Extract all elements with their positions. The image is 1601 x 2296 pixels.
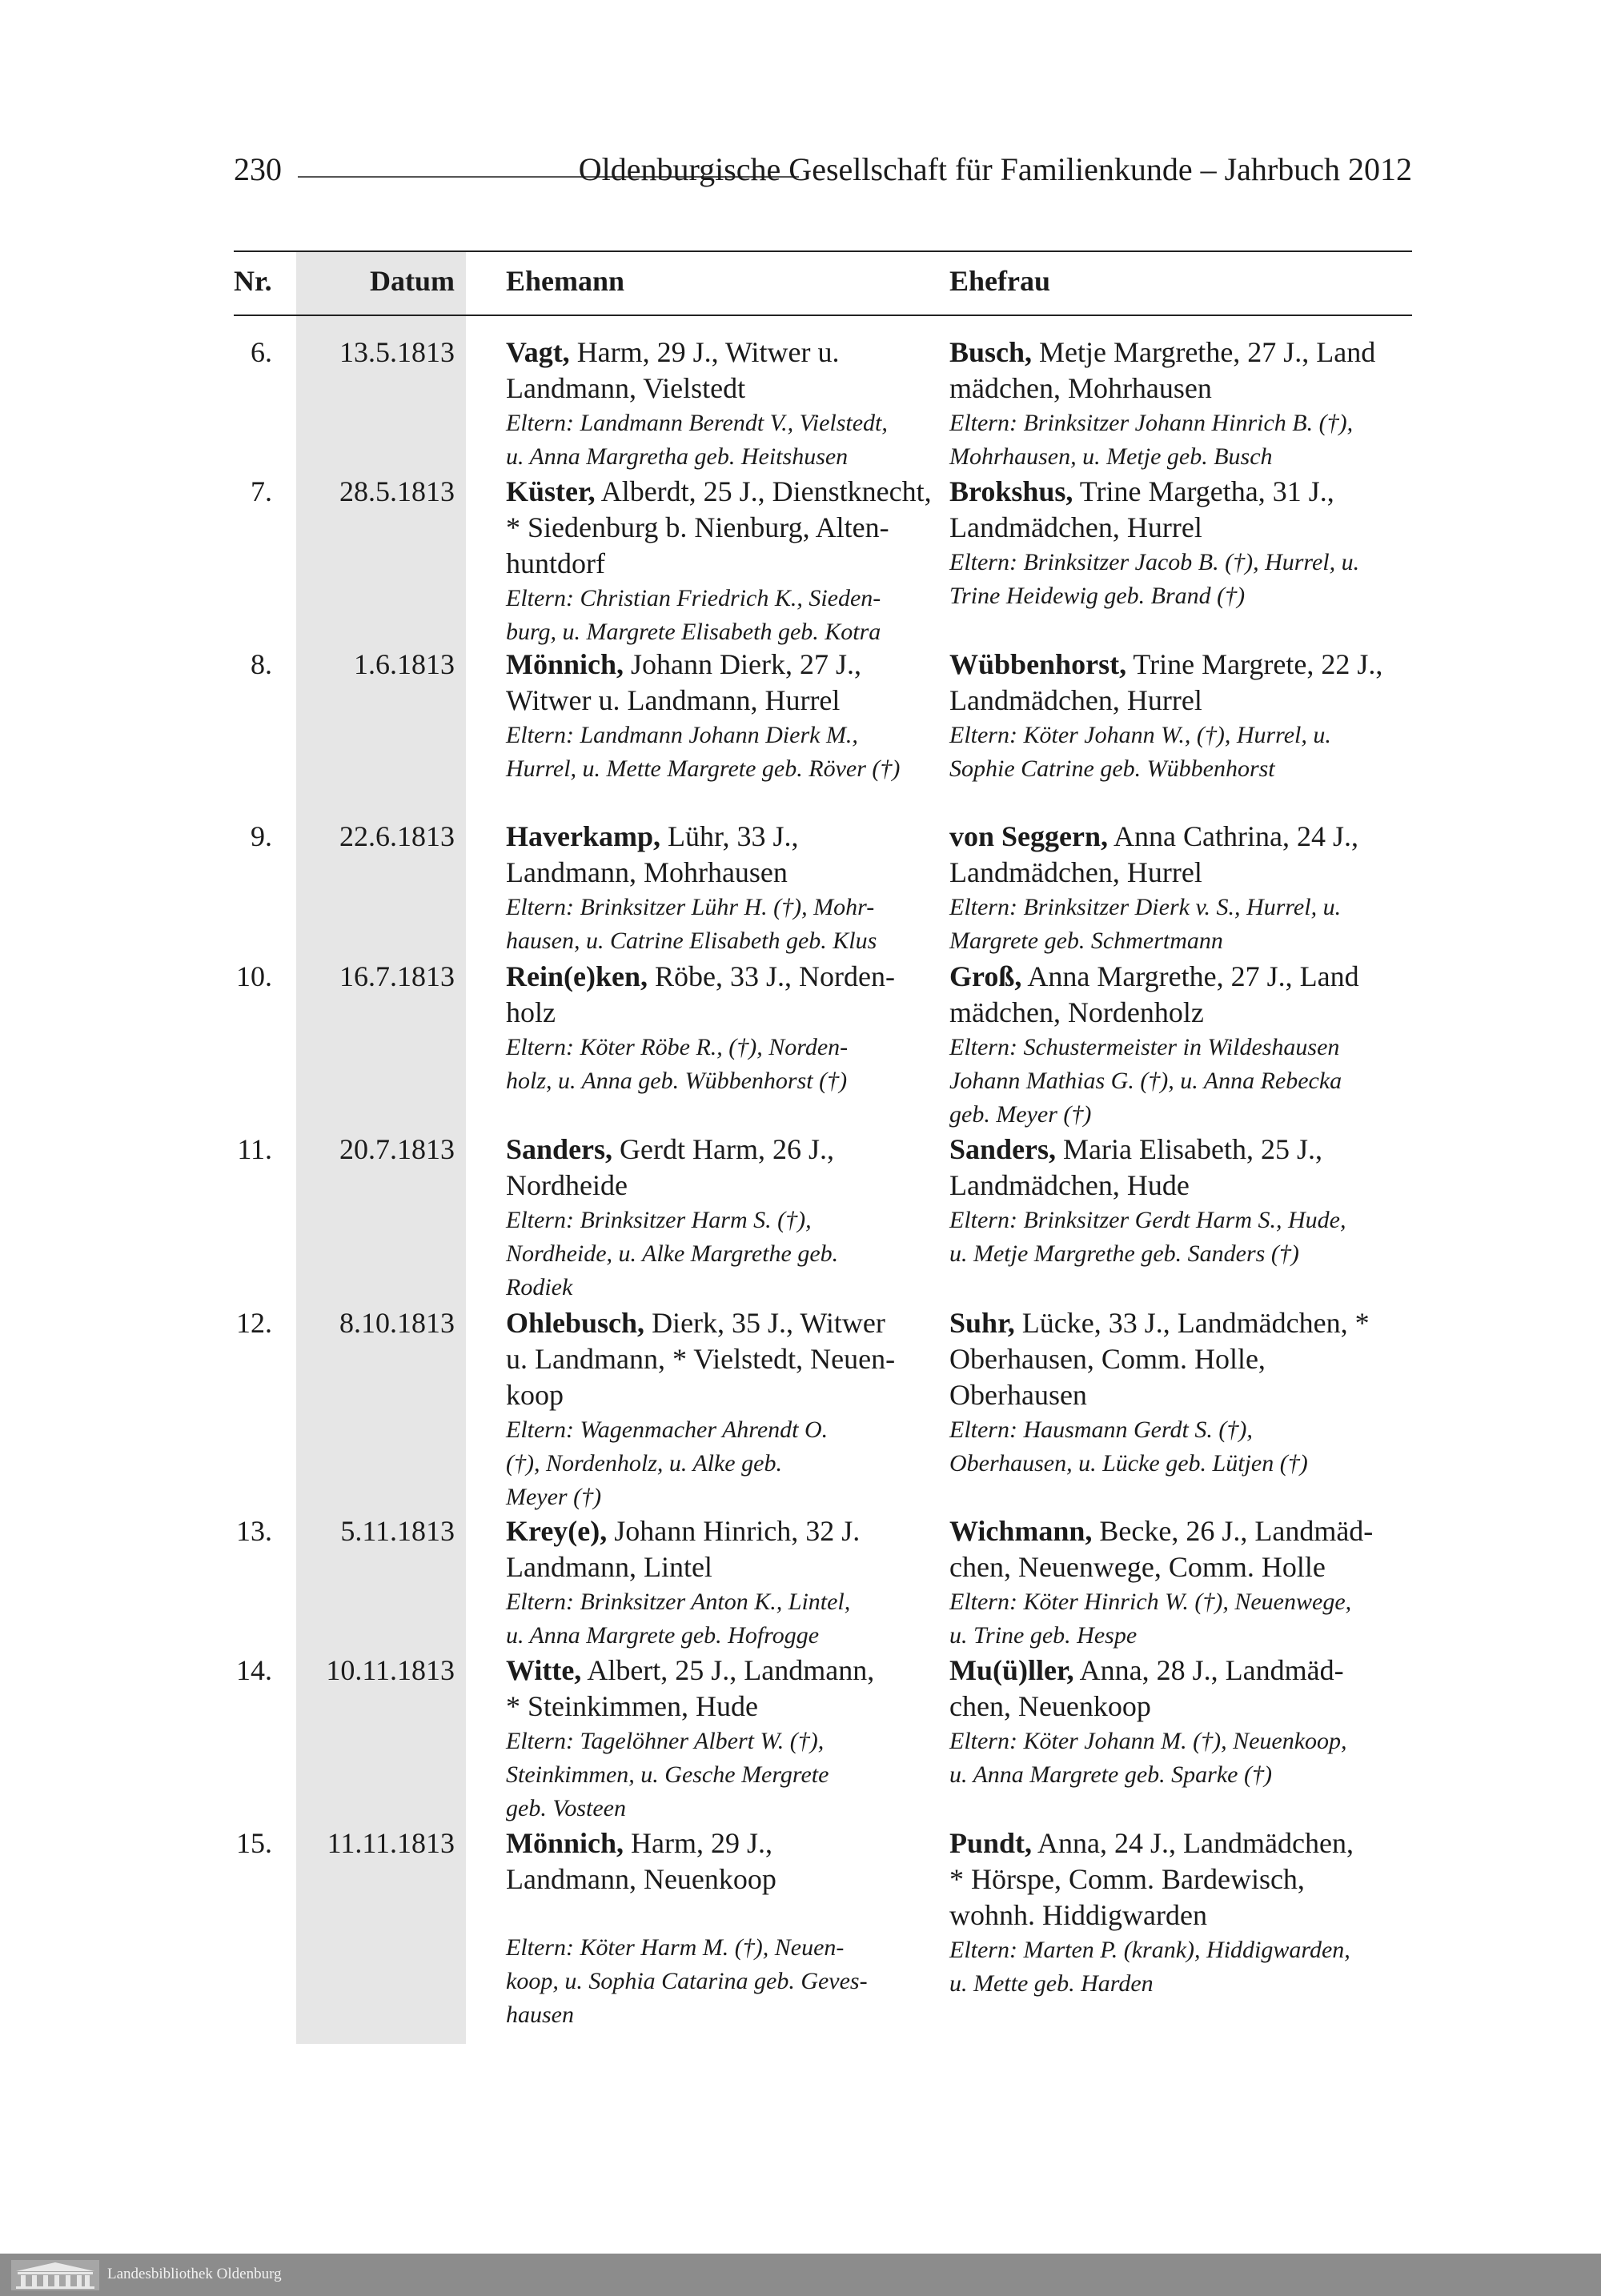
wife-parents-line: geb. Meyer (†) [949,1101,1092,1128]
husband-line [506,474,938,510]
page-number: 230 [234,151,282,187]
wife-parents-line: Eltern: Köter Johann M. (†), Neuenkoop, [949,1728,1347,1754]
husband-parents-line: koop, u. Sophia Catarina geb. Geves- [506,1968,868,1994]
wife-cell [949,1653,1415,1792]
husband-details: Landmann, Lintel [506,1551,712,1583]
wife-parents-line: Eltern: Köter Johann W., (†), Hurrel, u. [949,722,1331,748]
wife-line [949,1305,1415,1341]
wife-details: Oberhausen, Comm. Holle, [949,1343,1266,1375]
wife-parents-line: Eltern: Brinksitzer Gerdt Harm S., Hude, [949,1207,1346,1233]
husband-cell [506,1825,938,2032]
wife-details: Lücke, 33 J., Landmädchen, * [1014,1307,1370,1339]
husband-parents-line: Eltern: Wagenmacher Ahrendt O. [506,1416,829,1443]
husband-line [506,1653,938,1689]
husband-line [506,1689,938,1725]
husband-line [506,855,938,891]
wife-line [949,1825,1415,1861]
husband-line [506,683,938,719]
footer-bar [0,2254,1601,2296]
husband-details: Landmann, Mohrhausen [506,856,788,888]
wife-line [949,1897,1415,1933]
husband-line [506,371,938,407]
husband-cell [506,1305,938,1514]
entry-date: 5.11.1813 [340,1515,455,1547]
husband-surname: Mönnich, [506,1827,624,1859]
table-top-rule [234,250,1412,252]
husband-cell [506,335,938,474]
wife-line [949,819,1415,855]
wife-parents-line: Eltern: Brinksitzer Dierk v. S., Hurrel, u. [949,894,1342,920]
husband-line [506,1168,938,1204]
husband-parents-line: Hurrel, u. Mette Margrete geb. Röver (†) [506,755,901,782]
entry-date: 8.10.1813 [339,1307,455,1339]
husband-parents-line: Eltern: Brinksitzer Anton K., Lintel, [506,1589,851,1615]
husband-line [506,1341,938,1377]
husband-details: Johann Dierk, 27 J., [624,648,861,680]
husband-surname: Sanders, [506,1133,613,1165]
wife-line [949,371,1415,407]
husband-parents-line: holz, u. Anna geb. Wübbenhorst (†) [506,1068,848,1094]
entry-date: 1.6.1813 [354,648,455,680]
entry-number: 11. [237,1133,272,1165]
husband-line [506,546,938,582]
wife-line [949,474,1415,510]
wife-cell [949,959,1415,1132]
husband-parents-line: u. Anna Margrete geb. Hofrogge [506,1622,820,1649]
wife-details: Maria Elisabeth, 25 J., [1056,1133,1322,1165]
husband-cell [506,647,938,786]
wife-cell [949,1825,1415,2001]
wife-cell [949,1305,1415,1481]
husband-cell [506,1132,938,1304]
wife-parents-line: u. Mette geb. Harden [949,1970,1154,1997]
husband-details: Harm, 29 J., [624,1827,773,1859]
husband-parents-line: burg, u. Margrete Elisabeth geb. Kotra [506,619,881,645]
husband-surname: Haverkamp, [506,820,660,852]
wife-surname: Pundt, [949,1827,1033,1859]
library-building-icon [11,2260,99,2290]
husband-surname: Mönnich, [506,648,624,680]
wife-parents-line: Sophie Catrine geb. Wübbenhorst [949,755,1275,782]
husband-line [506,335,938,371]
husband-line [506,995,938,1031]
column-header-nr: Nr. [234,265,272,297]
entry-date: 28.5.1813 [339,475,455,507]
wife-line [949,510,1415,546]
wife-details: mädchen, Mohrhausen [949,372,1212,404]
entry-number: 14. [236,1654,272,1686]
column-header-datum: Datum [370,265,455,297]
wife-parents-line: u. Anna Margrete geb. Sparke (†) [949,1761,1272,1788]
wife-parents-line: Eltern: Hausmann Gerdt S. (†), [949,1416,1253,1443]
wife-details: Anna Margrethe, 27 J., Land [1021,960,1359,992]
husband-surname: Witte, [506,1654,582,1686]
husband-cell [506,1653,938,1825]
wife-line [949,647,1415,683]
table-header-rule [234,315,1412,316]
wife-parents-line: Mohrhausen, u. Metje geb. Busch [949,443,1273,470]
entry-number: 15. [236,1827,272,1859]
wife-parents-line: Eltern: Köter Hinrich W. (†), Neuenwege, [949,1589,1352,1615]
entry-number: 10. [236,960,272,992]
wife-line [949,1513,1415,1549]
wife-parents-line: Trine Heidewig geb. Brand (†) [949,583,1246,609]
husband-line [506,1549,938,1585]
wife-line [949,1168,1415,1204]
column-header-ehemann: Ehemann [506,265,625,297]
husband-details: Alberdt, 25 J., Dienstknecht, [595,475,932,507]
wife-line [949,683,1415,719]
husband-surname: Ohlebusch, [506,1307,645,1339]
husband-parents-line: Eltern: Brinksitzer Lühr H. (†), Mohr- [506,894,875,920]
husband-details: Landmann, Vielstedt [506,372,746,404]
page-header [234,150,1412,192]
entry-number: 12. [236,1307,272,1339]
husband-line [506,1825,938,1861]
entry-date: 10.11.1813 [326,1654,455,1686]
wife-parents-line: Eltern: Marten P. (krank), Hiddigwarden, [949,1937,1350,1963]
entry-number: 7. [251,475,272,507]
husband-details: Lühr, 33 J., [660,820,799,852]
wife-line [949,1132,1415,1168]
running-title: Oldenburgische Gesellschaft für Familienkunde – Jahrbuch 2012 [578,151,1412,187]
husband-details: Landmann, Neuenkoop [506,1863,776,1895]
wife-details: Oberhausen [949,1379,1087,1411]
husband-line [506,819,938,855]
wife-parents-line: Oberhausen, u. Lücke geb. Lütjen (†) [949,1450,1308,1477]
wife-details: * Hörspe, Comm. Bardewisch, [949,1863,1305,1895]
footer-library-name: Landesbibliothek Oldenburg [107,2266,282,2282]
wife-details: Metje Margrethe, 27 J., Land [1032,336,1376,368]
husband-details: * Steinkimmen, Hude [506,1690,758,1722]
wife-line [949,335,1415,371]
wife-parents-line: Eltern: Brinksitzer Jacob B. (†), Hurrel, u. [949,549,1360,575]
wife-cell [949,647,1415,786]
husband-parents-line: geb. Vosteen [506,1795,626,1821]
husband-parents-line: Meyer (†) [506,1484,602,1510]
wife-surname: Sanders, [949,1133,1057,1165]
wife-line [949,855,1415,891]
husband-details: Albert, 25 J., Landmann, [581,1654,875,1686]
husband-line [506,1377,938,1413]
wife-line [949,1861,1415,1897]
wife-details: wohnh. Hiddigwarden [949,1899,1207,1931]
wife-line [949,995,1415,1031]
wife-details: Landmädchen, Hurrel [949,856,1202,888]
husband-details: Harm, 29 J., Witwer u. [569,336,840,368]
entry-date: 20.7.1813 [339,1133,455,1165]
entry-number: 9. [251,820,272,852]
wife-details: Trine Margrete, 22 J., [1126,648,1383,680]
wife-surname: Mu(ü)ller, [949,1654,1074,1686]
wife-details: Anna, 28 J., Landmäd- [1073,1654,1344,1686]
husband-parents-line: Eltern: Christian Friedrich K., Sieden- [506,585,881,611]
husband-surname: Rein(e)ken, [506,960,648,992]
wife-details: chen, Neuenkoop [949,1690,1151,1722]
wife-surname: Wichmann, [949,1515,1093,1547]
husband-details: u. Landmann, * Vielstedt, Neuen- [506,1343,896,1375]
husband-surname: Küster, [506,475,596,507]
husband-surname: Vagt, [506,336,570,368]
husband-cell [506,1513,938,1653]
husband-parents-line: Rodiek [506,1274,573,1300]
wife-surname: Groß, [949,960,1022,992]
wife-cell [949,335,1415,474]
husband-parents-line: Eltern: Köter Harm M. (†), Neuen- [506,1934,845,1961]
wife-details: Becke, 26 J., Landmäd- [1092,1515,1374,1547]
husband-cell [506,959,938,1098]
husband-parents-line: (†), Nordenholz, u. Alke geb. [506,1450,782,1477]
husband-parents-line: Eltern: Landmann Johann Dierk M., [506,722,858,748]
husband-parents-line: Eltern: Brinksitzer Harm S. (†), [506,1207,812,1233]
wife-details: mädchen, Nordenholz [949,996,1204,1028]
wife-surname: Suhr, [949,1307,1015,1339]
husband-details: holz [506,996,556,1028]
husband-details: huntdorf [506,547,605,579]
wife-parents-line: Eltern: Schustermeister in Wildeshausen [949,1034,1340,1060]
wife-details: Landmädchen, Hurrel [949,511,1202,543]
wife-details: Landmädchen, Hurrel [949,684,1202,716]
husband-line [506,959,938,995]
husband-line [506,1513,938,1549]
husband-details: Witwer u. Landmann, Hurrel [506,684,841,716]
husband-parents-line: hausen, u. Catrine Elisabeth geb. Klus [506,928,877,954]
entry-number: 6. [251,336,272,368]
wife-line [949,1549,1415,1585]
husband-details: Nordheide [506,1169,628,1201]
wife-cell [949,1132,1415,1271]
wife-details: chen, Neuenwege, Comm. Holle [949,1551,1326,1583]
entry-date: 16.7.1813 [339,960,455,992]
wife-surname: Brokshus, [949,475,1073,507]
husband-parents-line: Eltern: Köter Röbe R., (†), Norden- [506,1034,849,1060]
wife-line [949,1341,1415,1377]
wife-line [949,1689,1415,1725]
husband-parents-line: hausen [506,2001,574,2028]
husband-details: Dierk, 35 J., Witwer [644,1307,885,1339]
wife-details: Anna, 24 J., Landmädchen, [1032,1827,1354,1859]
wife-cell [949,474,1415,613]
husband-details: Röbe, 33 J., Norden- [647,960,895,992]
husband-details: Johann Hinrich, 32 J. [607,1515,861,1547]
entry-number: 13. [236,1515,272,1547]
husband-details: Gerdt Harm, 26 J., [612,1133,834,1165]
husband-details: * Siedenburg b. Nienburg, Alten- [506,511,889,543]
wife-details: Landmädchen, Hude [949,1169,1190,1201]
husband-surname: Krey(e), [506,1515,608,1547]
husband-line [506,647,938,683]
husband-line [506,1132,938,1168]
husband-parents-line [506,1897,938,1931]
wife-surname: Wübbenhorst, [949,648,1127,680]
husband-details: koop [506,1379,564,1411]
husband-parents-line: Eltern: Landmann Berendt V., Vielstedt, [506,410,888,436]
wife-surname: von Seggern, [949,820,1108,852]
husband-parents-line: Steinkimmen, u. Gesche Mergrete [506,1761,829,1788]
wife-parents-line: Johann Mathias G. (†), u. Anna Rebecka [949,1068,1342,1094]
husband-line [506,1861,938,1897]
husband-cell [506,474,938,649]
wife-parents-line: Eltern: Brinksitzer Johann Hinrich B. (†), [949,410,1354,436]
entry-number: 8. [251,648,272,680]
entry-date: 13.5.1813 [339,336,455,368]
wife-cell [949,1513,1415,1653]
wife-details: Trine Margetha, 31 J., [1073,475,1334,507]
wife-cell [949,819,1415,958]
husband-parents-line: Nordheide, u. Alke Margrethe geb. [506,1240,839,1267]
husband-cell [506,819,938,958]
entry-date: 11.11.1813 [327,1827,455,1859]
wife-parents-line: Margrete geb. Schmertmann [949,928,1223,954]
wife-line [949,1653,1415,1689]
wife-parents-line: u. Metje Margrethe geb. Sanders (†) [949,1240,1299,1267]
wife-surname: Busch, [949,336,1033,368]
wife-details: Anna Cathrina, 24 J., [1108,820,1358,852]
entry-date: 22.6.1813 [339,820,455,852]
husband-parents-line: u. Anna Margretha geb. Heitshusen [506,443,849,470]
husband-line [506,510,938,546]
wife-line [949,959,1415,995]
wife-parents-line: u. Trine geb. Hespe [949,1622,1138,1649]
husband-parents-line: Eltern: Tagelöhner Albert W. (†), [506,1728,825,1754]
wife-line [949,1377,1415,1413]
column-header-ehefrau: Ehefrau [949,265,1050,297]
husband-line [506,1305,938,1341]
